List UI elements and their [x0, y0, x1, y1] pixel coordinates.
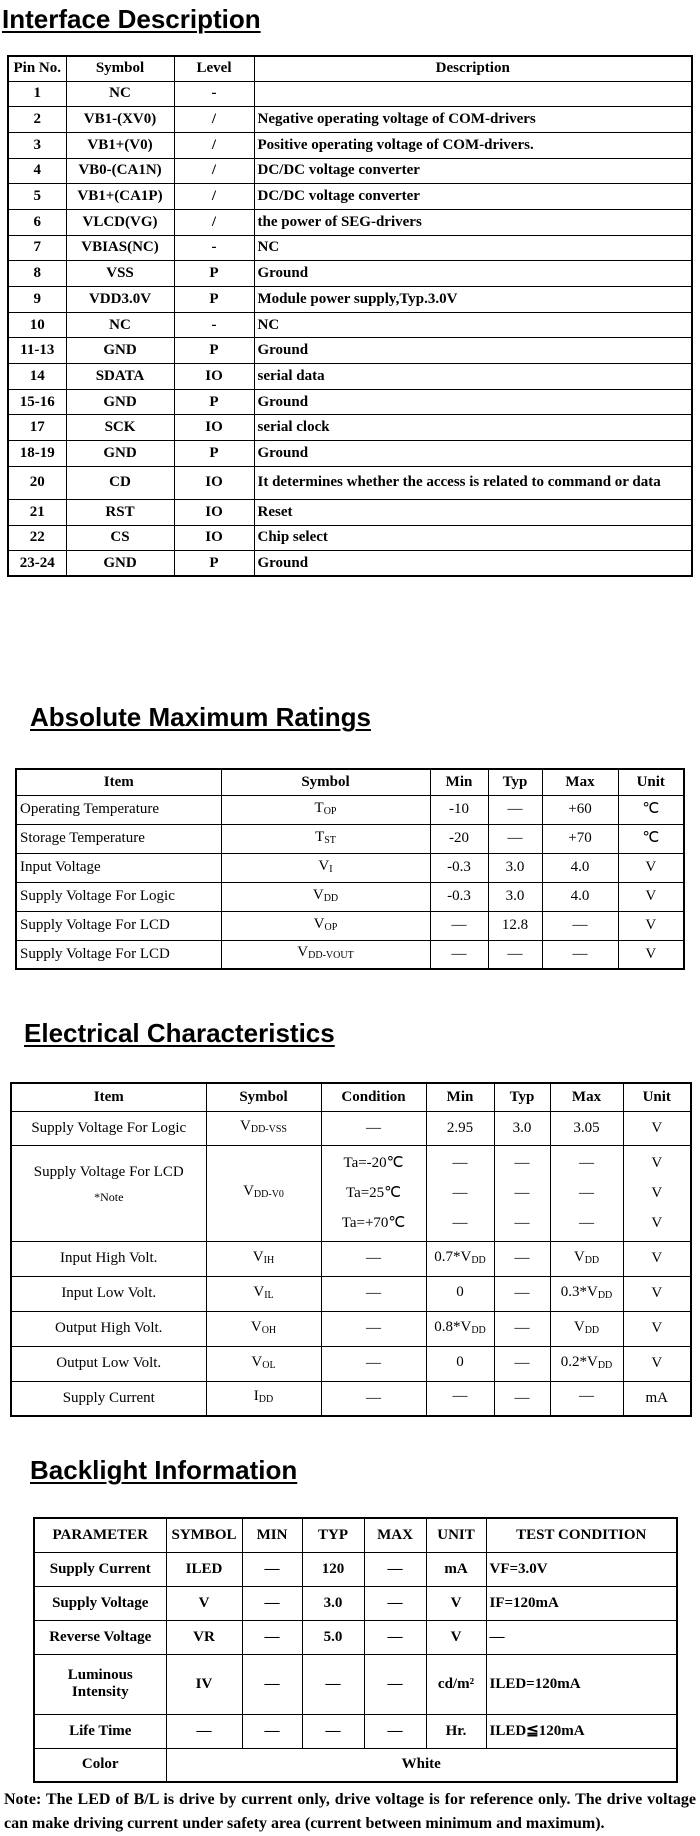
electrical-header-row [11, 1083, 691, 1111]
table-row [8, 235, 692, 261]
cell: NC [66, 81, 174, 107]
electrical-title: Electrical Characteristics [24, 1018, 335, 1048]
cell: $V_{DD}$ [221, 882, 430, 911]
cell: V [166, 1586, 242, 1620]
cell: mA [426, 1552, 486, 1586]
interface-table [7, 55, 693, 577]
cell: Storage Temperature [16, 824, 221, 853]
cell: P [174, 389, 254, 415]
cell: Input Low Volt. [11, 1276, 206, 1311]
header-cell: Level [174, 56, 254, 81]
cell: VSS [66, 261, 174, 287]
cell: V [623, 1346, 691, 1381]
cell: - [174, 81, 254, 107]
cell: Supply Current [11, 1381, 206, 1416]
cell: Chip select [254, 525, 692, 551]
cell: 9 [8, 287, 66, 313]
cell: — [364, 1654, 426, 1714]
cell: — [494, 1381, 550, 1416]
header-cell: Item [16, 769, 221, 795]
table-row [8, 287, 692, 313]
cell: — [486, 1620, 677, 1654]
cell: — [364, 1620, 426, 1654]
cell: V [426, 1586, 486, 1620]
cell [254, 81, 692, 107]
cell: $V_I$ [221, 853, 430, 882]
cell: Ground [254, 551, 692, 577]
cell: — — — [494, 1145, 550, 1241]
cell: — [166, 1714, 242, 1748]
header-cell: Typ [494, 1083, 550, 1111]
cell: 12.8 [488, 911, 542, 940]
cell: Color [34, 1748, 166, 1782]
cell: — [364, 1586, 426, 1620]
cell: — [542, 940, 618, 969]
table-row [8, 158, 692, 184]
table-row [8, 81, 692, 107]
table-row [11, 1241, 691, 1276]
cell: IO [174, 415, 254, 441]
cell: 15-16 [8, 389, 66, 415]
cell: 21 [8, 499, 66, 525]
cell: — [321, 1311, 426, 1346]
cell: -10 [430, 795, 488, 824]
cell: — [321, 1381, 426, 1416]
cell: 0 [426, 1346, 494, 1381]
cell: V V V [623, 1145, 691, 1241]
cell: Supply Voltage [34, 1586, 166, 1620]
table-row [34, 1552, 677, 1586]
cell: +70 [542, 824, 618, 853]
header-cell: Symbol [221, 769, 430, 795]
cell: — [488, 795, 542, 824]
cell: IF=120mA [486, 1586, 677, 1620]
cell: $V_{OL}$ [206, 1346, 321, 1381]
table-row [11, 1311, 691, 1346]
table-row [8, 338, 692, 364]
cell: 3.0 [488, 853, 542, 882]
cell: 4.0 [542, 853, 618, 882]
cell: VB1-(XV0) [66, 107, 174, 133]
cell: DC/DC voltage converter [254, 158, 692, 184]
cell: 120 [302, 1552, 364, 1586]
cell: CD [66, 466, 174, 499]
header-cell: TYP [302, 1518, 364, 1552]
table-row [11, 1276, 691, 1311]
cell: 10 [8, 312, 66, 338]
cell: — [321, 1241, 426, 1276]
cell: Ta=-20℃ Ta=25℃ Ta=+70℃ [321, 1145, 426, 1241]
cell: - [174, 312, 254, 338]
cell: DC/DC voltage converter [254, 184, 692, 210]
cell: — [242, 1586, 302, 1620]
cell: $T_{OP}$ [221, 795, 430, 824]
electrical-table [10, 1082, 692, 1417]
cell: 2.95 [426, 1111, 494, 1145]
table-row [8, 312, 692, 338]
table-row [8, 132, 692, 158]
cell: / [174, 158, 254, 184]
cell: — [242, 1620, 302, 1654]
cell: $0.2*V_{DD}$ [550, 1346, 623, 1381]
backlight-table [33, 1517, 678, 1783]
cell: the power of SEG-drivers [254, 209, 692, 235]
cell: Negative operating voltage of COM-drivers [254, 107, 692, 133]
cell: VDD3.0V [66, 287, 174, 313]
cell: Operating Temperature [16, 795, 221, 824]
cell: — [550, 1381, 623, 1416]
cell: Reset [254, 499, 692, 525]
cell: 7 [8, 235, 66, 261]
cell: $V_{OP}$ [221, 911, 430, 940]
table-row [34, 1714, 677, 1748]
cell: serial data [254, 364, 692, 390]
table-row [8, 525, 692, 551]
cell: ILED=120mA [486, 1654, 677, 1714]
header-cell: Unit [618, 769, 684, 795]
header-cell: PARAMETER [34, 1518, 166, 1552]
cell: serial clock [254, 415, 692, 441]
table-row [8, 261, 692, 287]
table-row [8, 441, 692, 467]
table-row [8, 107, 692, 133]
cell: 3.05 [550, 1111, 623, 1145]
cell: ILED [166, 1552, 242, 1586]
header-cell: Min [430, 769, 488, 795]
cell: — [302, 1654, 364, 1714]
cell: — [494, 1346, 550, 1381]
cell: IO [174, 466, 254, 499]
cell: — [494, 1241, 550, 1276]
cell: $V_{DD}$ [550, 1311, 623, 1346]
interface-title: Interface Description [2, 4, 261, 34]
cell: -0.3 [430, 853, 488, 882]
table-row [16, 911, 684, 940]
absolute-header-row [16, 769, 684, 795]
cell: GND [66, 551, 174, 577]
cell: NC [66, 312, 174, 338]
interface-header-row [8, 56, 692, 81]
table-row [16, 824, 684, 853]
cell: Supply Voltage For LCD [16, 911, 221, 940]
cell: Life Time [34, 1714, 166, 1748]
cell: $V_{DD}$ [550, 1241, 623, 1276]
cell: Ground [254, 338, 692, 364]
cell: 8 [8, 261, 66, 287]
cell: 3 [8, 132, 66, 158]
cell: Supply Voltage For Logic [11, 1111, 206, 1145]
cell: $V_{DD-V0}$ [206, 1145, 321, 1241]
header-cell: Item [11, 1083, 206, 1111]
backlight-title: Backlight Information [30, 1455, 298, 1485]
cell: V [618, 911, 684, 940]
cell: -20 [430, 824, 488, 853]
cell: V [618, 853, 684, 882]
cell: 11-13 [8, 338, 66, 364]
cell: $V_{DD-VSS}$ [206, 1111, 321, 1145]
table-row [8, 184, 692, 210]
cell: 5.0 [302, 1620, 364, 1654]
cell: Ground [254, 441, 692, 467]
cell: $V_{OH}$ [206, 1311, 321, 1346]
backlight-note: Note: The LED of B/L is drive by current only, drive voltage is for reference only. The drive voltage can make driving current under safety area (current between minimum and maximum). [4, 1791, 696, 1832]
header-cell: Description [254, 56, 692, 81]
cell: 23-24 [8, 551, 66, 577]
cell: mA [623, 1381, 691, 1416]
header-cell: Symbol [206, 1083, 321, 1111]
cell: V [618, 882, 684, 911]
cell: ILED≦120mA [486, 1714, 677, 1748]
cell: / [174, 107, 254, 133]
cell: VLCD(VG) [66, 209, 174, 235]
cell: Input Voltage [16, 853, 221, 882]
cell: 18-19 [8, 441, 66, 467]
cell: NC [254, 312, 692, 338]
cell: SCK [66, 415, 174, 441]
table-row [8, 499, 692, 525]
cell: ℃ [618, 824, 684, 853]
cell: SDATA [66, 364, 174, 390]
table-row [16, 853, 684, 882]
cell: P [174, 551, 254, 577]
cell: V [623, 1111, 691, 1145]
cell: RST [66, 499, 174, 525]
cell: P [174, 441, 254, 467]
cell: $0.7*V_{DD}$ [426, 1241, 494, 1276]
cell: 3.0 [302, 1586, 364, 1620]
cell: VR [166, 1620, 242, 1654]
cell: / [174, 184, 254, 210]
cell: -0.3 [430, 882, 488, 911]
cell: Ground [254, 261, 692, 287]
cell: — [242, 1552, 302, 1586]
cell: VBIAS(NC) [66, 235, 174, 261]
header-cell: Symbol [66, 56, 174, 81]
header-cell: Unit [623, 1083, 691, 1111]
cell: — — — [550, 1145, 623, 1241]
cell: 2 [8, 107, 66, 133]
cell: Ground [254, 389, 692, 415]
cell: — — — [426, 1145, 494, 1241]
lcd-item-note: *Note [94, 1190, 124, 1204]
cell: — [321, 1346, 426, 1381]
cell: 14 [8, 364, 66, 390]
table-row [34, 1620, 677, 1654]
cell: — [430, 940, 488, 969]
cell: Output Low Volt. [11, 1346, 206, 1381]
cell: — [321, 1111, 426, 1145]
header-cell: MAX [364, 1518, 426, 1552]
table-row [11, 1346, 691, 1381]
cell: Supply Voltage For Logic [16, 882, 221, 911]
cell: V [623, 1276, 691, 1311]
cell: $V_{IL}$ [206, 1276, 321, 1311]
table-row [34, 1748, 677, 1782]
cell: — [542, 911, 618, 940]
cell: GND [66, 389, 174, 415]
cell: P [174, 287, 254, 313]
cell: 3.0 [494, 1111, 550, 1145]
cell: GND [66, 338, 174, 364]
cell: 1 [8, 81, 66, 107]
cell: 0 [426, 1276, 494, 1311]
cell [11, 1145, 206, 1241]
cell: — [430, 911, 488, 940]
cell: — [242, 1714, 302, 1748]
cell: VB0-(CA1N) [66, 158, 174, 184]
cell: VB1+(CA1P) [66, 184, 174, 210]
cell: It determines whether the access is related to command or data [254, 466, 692, 499]
cell: CS [66, 525, 174, 551]
lcd-item-label: Supply Voltage For LCD [33, 1164, 184, 1180]
cell: IO [174, 499, 254, 525]
cell: — [364, 1714, 426, 1748]
cell: P [174, 261, 254, 287]
cell: VF=3.0V [486, 1552, 677, 1586]
table-row [16, 940, 684, 969]
table-row [8, 551, 692, 577]
cell: IO [174, 364, 254, 390]
cell: V [623, 1311, 691, 1346]
cell: 6 [8, 209, 66, 235]
table-row [8, 389, 692, 415]
table-row [11, 1381, 691, 1416]
header-cell: SYMBOL [166, 1518, 242, 1552]
cell: — [364, 1552, 426, 1586]
cell: Supply Voltage For LCD [16, 940, 221, 969]
cell: — [242, 1654, 302, 1714]
cell: 3.0 [488, 882, 542, 911]
cell: V [426, 1620, 486, 1654]
header-cell: Min [426, 1083, 494, 1111]
table-row [8, 415, 692, 441]
cell: — [494, 1311, 550, 1346]
cell: Input High Volt. [11, 1241, 206, 1276]
cell: — [488, 824, 542, 853]
cell: - [174, 235, 254, 261]
cell: $V_{IH}$ [206, 1241, 321, 1276]
header-cell: Typ [488, 769, 542, 795]
cell: — [426, 1381, 494, 1416]
cell: $V_{DD-VOUT}$ [221, 940, 430, 969]
cell: Positive operating voltage of COM-drivers. [254, 132, 692, 158]
cell: $0.3*V_{DD}$ [550, 1276, 623, 1311]
absolute-table [15, 768, 685, 970]
table-row [16, 795, 684, 824]
header-cell: Max [542, 769, 618, 795]
cell: $0.8*V_{DD}$ [426, 1311, 494, 1346]
cell: P [174, 338, 254, 364]
cell: Luminous Intensity [34, 1654, 166, 1714]
cell: Hr. [426, 1714, 486, 1748]
cell: $T_{ST}$ [221, 824, 430, 853]
cell: 5 [8, 184, 66, 210]
cell: +60 [542, 795, 618, 824]
cell: — [321, 1276, 426, 1311]
cell: V [623, 1241, 691, 1276]
cell: $I_{DD}$ [206, 1381, 321, 1416]
table-row [34, 1586, 677, 1620]
header-cell: UNIT [426, 1518, 486, 1552]
cell: 20 [8, 466, 66, 499]
absolute-title: Absolute Maximum Ratings [30, 702, 371, 732]
cell: Output High Volt. [11, 1311, 206, 1346]
cell: IO [174, 525, 254, 551]
table-row [34, 1654, 677, 1714]
table-row [8, 466, 692, 499]
table-row [16, 882, 684, 911]
cell: Reverse Voltage [34, 1620, 166, 1654]
cell: — [302, 1714, 364, 1748]
table-row [8, 209, 692, 235]
header-cell: MIN [242, 1518, 302, 1552]
cell: / [174, 132, 254, 158]
cell: GND [66, 441, 174, 467]
cell: V [618, 940, 684, 969]
cell: NC [254, 235, 692, 261]
header-cell: Max [550, 1083, 623, 1111]
cell: 17 [8, 415, 66, 441]
table-row [11, 1145, 691, 1241]
cell: White [166, 1748, 677, 1782]
cell: ℃ [618, 795, 684, 824]
header-cell: Condition [321, 1083, 426, 1111]
cell: IV [166, 1654, 242, 1714]
cell: 4 [8, 158, 66, 184]
header-cell: Pin No. [8, 56, 66, 81]
header-cell: TEST CONDITION [486, 1518, 677, 1552]
cell: — [494, 1276, 550, 1311]
cell: cd/m² [426, 1654, 486, 1714]
table-row [8, 364, 692, 390]
cell: VB1+(V0) [66, 132, 174, 158]
cell: Module power supply,Typ.3.0V [254, 287, 692, 313]
backlight-header-row [34, 1518, 677, 1552]
cell: Supply Current [34, 1552, 166, 1586]
cell: — [488, 940, 542, 969]
cell: 22 [8, 525, 66, 551]
table-row [11, 1111, 691, 1145]
cell: / [174, 209, 254, 235]
cell: 4.0 [542, 882, 618, 911]
